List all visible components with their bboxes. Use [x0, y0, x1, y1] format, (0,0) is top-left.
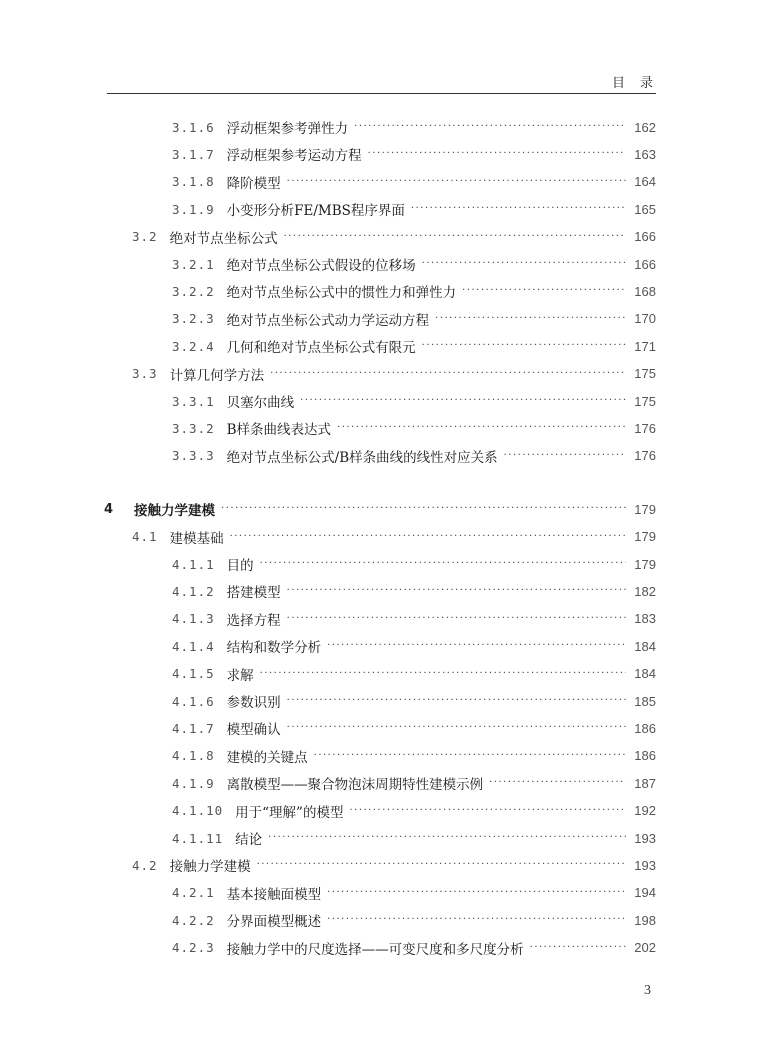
toc-subsection[interactable] — [172, 143, 656, 165]
toc-subsection[interactable] — [172, 690, 656, 712]
toc-entry-number: 3.1.6 — [172, 119, 215, 135]
toc-subsection[interactable] — [172, 800, 656, 822]
toc-entry-number: 4.1.9 — [172, 775, 215, 791]
toc-entry-page: 179 — [634, 529, 656, 545]
toc-entry-title: 小变形分析FE/MBS程序界面 — [226, 203, 405, 220]
toc-entry-number: 3.2.1 — [172, 256, 215, 272]
toc-subsection[interactable] — [172, 608, 656, 630]
dot-leader — [327, 635, 626, 657]
toc-entry-title: 绝对节点坐标公式 — [169, 230, 278, 247]
toc-entry-page: 179 — [634, 501, 656, 517]
toc-subsection[interactable] — [172, 909, 656, 931]
toc-entry-page: 186 — [634, 720, 656, 736]
toc-entry-title: 几何和绝对节点坐标公式有限元 — [226, 340, 416, 357]
toc-entry-number: 3.3.1 — [172, 393, 215, 409]
toc-entry-page: 183 — [634, 611, 656, 627]
toc-entry-number: 4.2.3 — [172, 940, 215, 956]
toc-entry-page: 185 — [634, 693, 656, 709]
toc-entry-page: 186 — [634, 748, 656, 764]
toc-subsection[interactable] — [172, 882, 656, 904]
toc-subsection[interactable] — [172, 553, 656, 575]
dot-leader — [489, 772, 626, 794]
dot-leader — [300, 390, 626, 412]
toc-subsection[interactable] — [172, 717, 656, 739]
toc-entry-title: 接触力学建模 — [134, 503, 216, 520]
toc-entry-page: 198 — [634, 912, 656, 928]
toc-entry-page: 184 — [634, 666, 656, 682]
toc-entry-page: 162 — [634, 119, 656, 135]
toc-entry-page: 166 — [634, 256, 656, 272]
toc-entry-number: 4.1.2 — [172, 583, 215, 599]
toc-entry-page: 164 — [634, 174, 656, 190]
toc-entry-title: 目的 — [226, 558, 254, 574]
toc-entry-title: 绝对节点坐标公式动力学运动方程 — [226, 312, 430, 329]
toc-subsection[interactable] — [172, 171, 656, 193]
toc-entry-page: 168 — [634, 283, 656, 299]
dot-leader — [327, 882, 626, 904]
toc-subsection[interactable] — [172, 772, 656, 794]
toc-section[interactable] — [132, 226, 656, 248]
dot-leader — [270, 363, 626, 385]
dot-leader — [221, 498, 626, 520]
toc-subsection[interactable] — [172, 663, 656, 685]
toc-subsection[interactable] — [172, 937, 656, 959]
dot-leader — [354, 116, 626, 138]
dot-leader — [260, 663, 626, 685]
toc-subsection[interactable] — [172, 445, 656, 467]
toc-entry-number: 4.2 — [132, 857, 158, 873]
toc-entry-title: 浮动框架参考运动方程 — [226, 148, 362, 165]
toc-entry-title: 建模的关键点 — [226, 749, 308, 766]
toc-entry-number: 3.1.8 — [172, 174, 215, 190]
dot-leader — [368, 143, 626, 165]
dot-leader — [349, 800, 626, 822]
toc-subsection[interactable] — [172, 280, 656, 302]
dot-leader — [230, 526, 626, 548]
toc-entry-title: 建模基础 — [169, 530, 224, 547]
toc-subsection[interactable] — [172, 390, 656, 412]
dot-leader — [260, 553, 626, 575]
toc-entry-page: 182 — [634, 583, 656, 599]
dot-leader — [411, 198, 626, 220]
toc-entry-number: 4.1 — [132, 529, 158, 545]
toc-entry-number: 3.3.3 — [172, 448, 215, 464]
toc-subsection[interactable] — [172, 253, 656, 275]
toc-entry-page: 175 — [634, 393, 656, 409]
toc-entry-page: 175 — [634, 366, 656, 382]
toc-entry-page: 193 — [634, 857, 656, 873]
dot-leader — [287, 717, 626, 739]
toc-section[interactable] — [132, 526, 656, 548]
dot-leader — [462, 280, 626, 302]
toc-entry-number: 3.2.3 — [172, 311, 215, 327]
toc-entry-title: 离散模型——聚合物泡沫周期特性建模示例 — [226, 777, 484, 794]
dot-leader — [314, 745, 626, 767]
toc-entry-page: 166 — [634, 229, 656, 245]
toc-section[interactable] — [132, 854, 656, 876]
toc-entry-title: 接触力学中的尺度选择——可变尺度和多尺度分析 — [226, 941, 524, 958]
toc-subsection[interactable] — [172, 116, 656, 138]
toc-entry-number: 4 — [104, 501, 115, 517]
toc-entry-title: 绝对节点坐标公式/B样条曲线的线性对应关系 — [226, 449, 498, 466]
dot-leader — [422, 335, 626, 357]
toc-entry-number: 4.1.8 — [172, 748, 215, 764]
dot-leader — [287, 690, 626, 712]
toc-entry-page: 165 — [634, 201, 656, 217]
toc-entry-page: 192 — [634, 803, 656, 819]
toc-entry-number: 4.1.1 — [172, 556, 215, 572]
toc-subsection[interactable] — [172, 335, 656, 357]
dot-leader — [435, 308, 626, 330]
toc-subsection[interactable] — [172, 308, 656, 330]
toc-entry-number: 4.2.2 — [172, 912, 215, 928]
toc-entry-page: 193 — [634, 830, 656, 846]
toc-entry-title: 结论 — [235, 832, 263, 848]
toc-entry-number: 4.1.11 — [172, 830, 224, 846]
dot-leader — [287, 171, 626, 193]
toc-entry-number: 4.1.4 — [172, 638, 215, 654]
toc-entry-number: 3.3.2 — [172, 420, 215, 436]
toc-entry-title: 参数识别 — [226, 695, 281, 711]
dot-leader — [422, 253, 626, 275]
toc-entry-number: 4.1.5 — [172, 666, 215, 682]
header-rule — [107, 93, 656, 94]
toc-entry-number: 4.2.1 — [172, 885, 215, 901]
toc-entry-page: 170 — [634, 311, 656, 327]
toc-entry-number: 4.1.6 — [172, 693, 215, 709]
toc-entry-title: 选择方程 — [226, 612, 281, 629]
toc-entry-number: 3.3 — [132, 366, 158, 382]
toc-entry-title: B样条曲线表达式 — [226, 422, 332, 439]
dot-leader — [257, 854, 626, 876]
toc-entry-number: 4.1.10 — [172, 803, 224, 819]
toc-entry-title: 用于“理解”的模型 — [235, 804, 344, 821]
toc-entry-page: 184 — [634, 638, 656, 654]
toc-entry-page: 176 — [634, 420, 656, 436]
toc-entry-number: 3.1.9 — [172, 201, 215, 217]
dot-leader — [504, 445, 626, 467]
toc-subsection[interactable] — [172, 827, 656, 849]
toc-entry-title: 绝对节点坐标公式中的惯性力和弹性力 — [226, 285, 457, 302]
dot-leader — [327, 909, 626, 931]
toc-entry-number: 3.2.4 — [172, 338, 215, 354]
toc-entry-title: 接触力学建模 — [169, 859, 251, 876]
toc-section[interactable] — [132, 363, 656, 385]
toc-entry-number: 3.2 — [132, 229, 158, 245]
dot-leader — [287, 608, 626, 630]
running-header: 目 录 — [611, 76, 654, 91]
toc-subsection[interactable] — [172, 635, 656, 657]
page-number: 3 — [644, 983, 651, 998]
dot-leader — [530, 937, 626, 959]
toc-subsection[interactable] — [172, 417, 656, 439]
toc-subsection[interactable] — [172, 580, 656, 602]
toc-entry-title: 浮动框架参考弹性力 — [226, 121, 349, 137]
toc-entry-title: 结构和数学分析 — [226, 640, 322, 657]
toc-subsection[interactable] — [172, 745, 656, 767]
toc-entry-page: 179 — [634, 556, 656, 572]
dot-leader — [284, 226, 626, 248]
toc-entry-page: 176 — [634, 448, 656, 464]
toc-entry-title: 分界面模型概述 — [226, 914, 322, 931]
toc-entry-title: 基本接触面模型 — [226, 886, 322, 903]
toc-entry-page: 194 — [634, 885, 656, 901]
toc-entry-number: 4.1.3 — [172, 611, 215, 627]
toc-entry-page: 187 — [634, 775, 656, 791]
toc-entry-title: 绝对节点坐标公式假设的位移场 — [226, 258, 416, 274]
toc-entry-page: 202 — [634, 940, 656, 956]
dot-leader — [337, 417, 626, 439]
dot-leader — [287, 580, 626, 602]
toc-subsection[interactable] — [172, 198, 656, 220]
toc-entry-page: 171 — [634, 338, 656, 354]
dot-leader — [268, 827, 626, 849]
toc-entry-title: 计算几何学方法 — [169, 367, 265, 384]
toc-entry-title: 搭建模型 — [226, 585, 281, 602]
toc-entry-page: 163 — [634, 146, 656, 162]
toc-entry-title: 降阶模型 — [226, 175, 281, 192]
toc-entry-title: 求解 — [226, 667, 254, 684]
toc-chapter[interactable] — [104, 498, 656, 520]
toc-entry-number: 3.1.7 — [172, 146, 215, 162]
toc-entry-title: 模型确认 — [226, 722, 281, 739]
toc-entry-number: 4.1.7 — [172, 720, 215, 736]
toc-entry-number: 3.2.2 — [172, 283, 215, 299]
toc-entry-title: 贝塞尔曲线 — [226, 395, 295, 411]
